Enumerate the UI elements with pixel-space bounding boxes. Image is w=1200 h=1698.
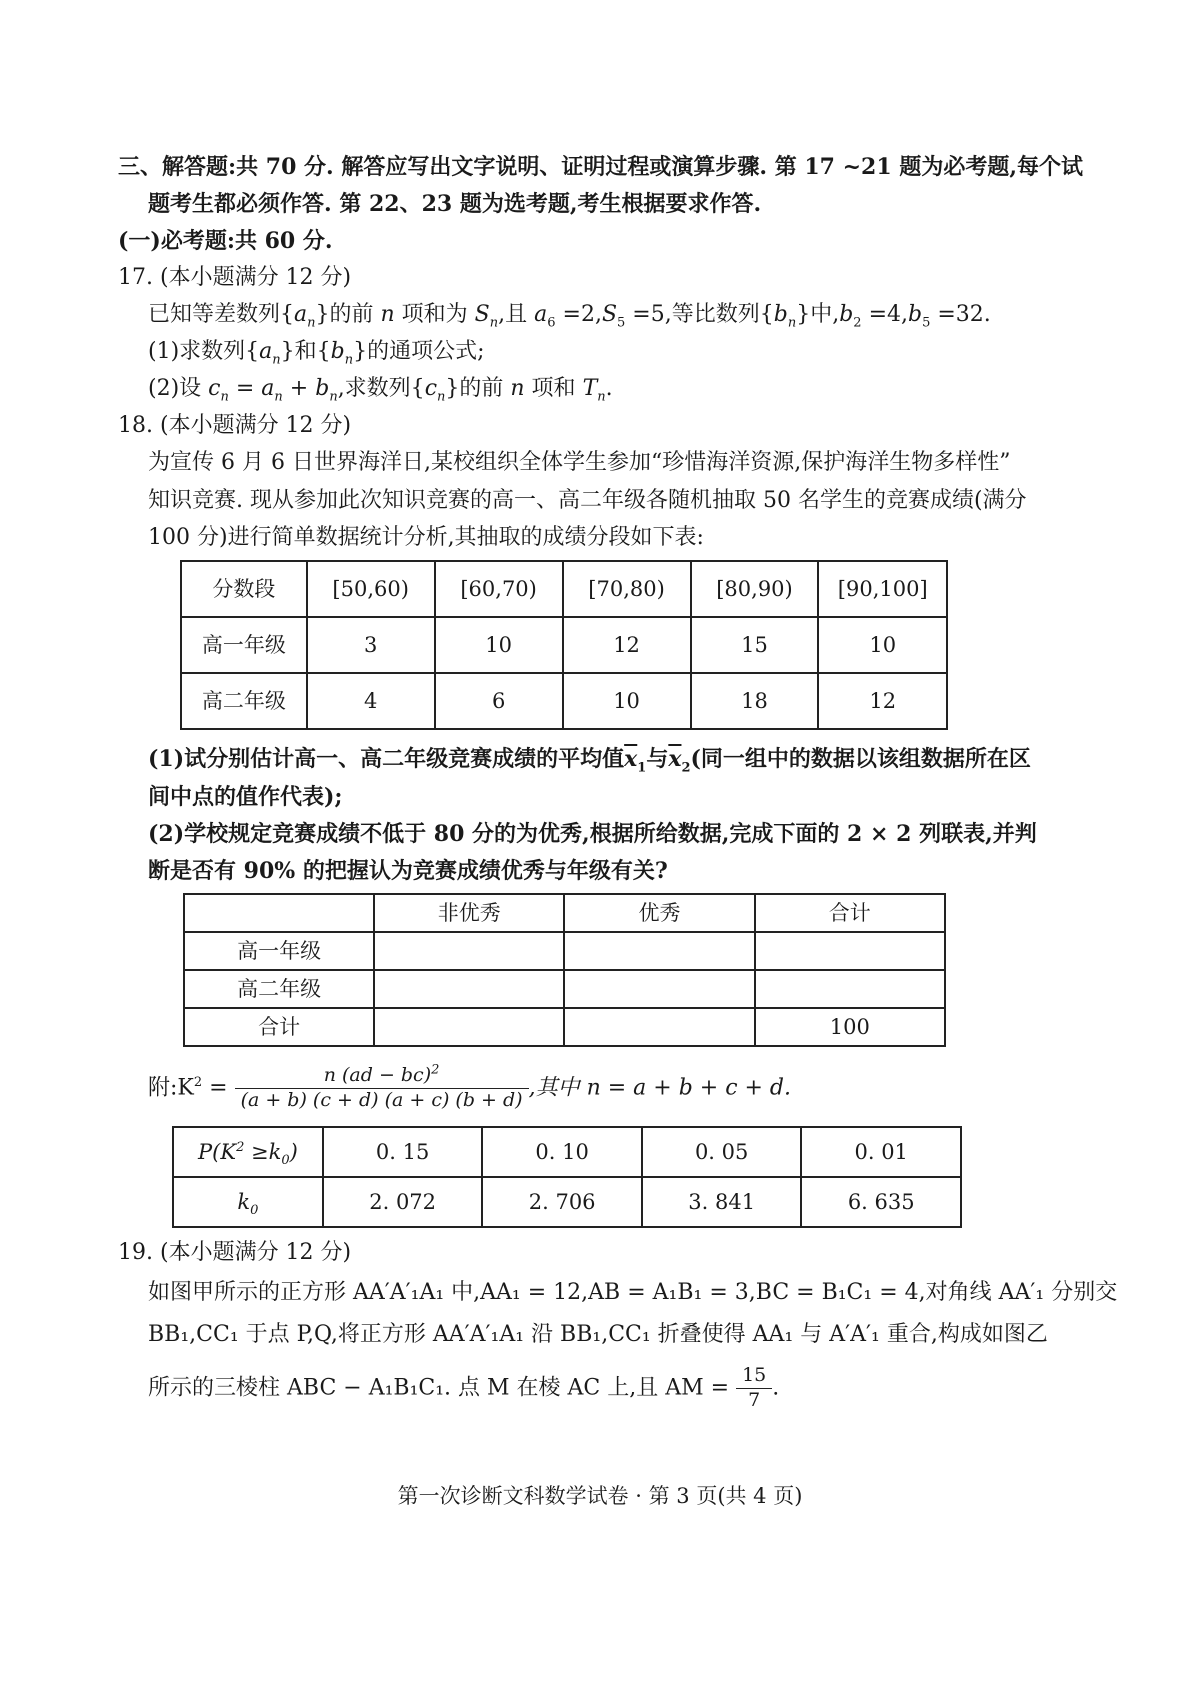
table-header-cell: $k_0$ xyxy=(173,1177,323,1227)
table-cell: 2. 706 xyxy=(482,1177,642,1227)
table-cell xyxy=(374,932,564,970)
contingency-table xyxy=(183,893,946,1047)
table-cell: 6. 635 xyxy=(801,1177,961,1227)
table-header-cell: [60,70) xyxy=(435,561,563,617)
table-cell xyxy=(564,1008,754,1046)
section-heading-line2: 题考生都必须作答. 第 22、23 题为选考题,考生根据要求作答. xyxy=(148,191,762,217)
table-header-cell: [70,80) xyxy=(563,561,691,617)
table-cell: 0. 05 xyxy=(642,1127,802,1177)
table-cell xyxy=(755,932,945,970)
table-cell: 10 xyxy=(818,617,947,673)
q18-title: 18. (本小题满分 12 分) xyxy=(118,413,352,438)
table-row xyxy=(181,561,947,617)
table-row xyxy=(173,1177,961,1227)
table-header-cell: $P(K^2 \ge k_0)$ xyxy=(173,1127,323,1177)
table-cell: 6 xyxy=(435,673,563,729)
q17-part2: (2)设 $c_n = a_n + b_n$,求数列$\{c_n\}$的前 n 项和 $T_n$. xyxy=(148,376,613,405)
table-cell: 12 xyxy=(818,673,947,729)
section-heading-line1: 三、解答题:共 70 分. 解答应写出文字说明、证明过程或演算步骤. 第 17 ~21 题为必考题,每个试 xyxy=(118,154,1083,180)
q19-line1: 如图甲所示的正方形 AA′A′₁A₁ 中,AA₁ = 12,AB = A₁B₁ = 3,BC = B₁C₁ = 4,对角线 AA′₁ 分别交 xyxy=(148,1280,1118,1305)
table-cell xyxy=(755,970,945,1008)
table-cell: 10 xyxy=(435,617,563,673)
score-distribution-table xyxy=(180,560,948,730)
q18-stem-line2: 知识竞赛. 现从参加此次知识竞赛的高一、高二年级各随机抽取 50 名学生的竞赛成绩(满分 xyxy=(148,488,1027,513)
table-cell: 高二年级 xyxy=(181,673,307,729)
table-cell: 12 xyxy=(563,617,691,673)
q17-part1: (1)求数列$\{a_n\}$和$\{b_n\}$的通项公式; xyxy=(148,339,485,368)
chi-square-formula: 附$:K^2$ = $\frac{n (ad - bc)^2}{(a + b) (c + d) (a + c) (b + d)}$ ,其中 n = a + b + c + d. xyxy=(148,1062,792,1111)
table-cell xyxy=(374,970,564,1008)
table-header-cell: 合计 xyxy=(755,894,945,932)
q19-fraction: $\frac{15}{7}$ xyxy=(736,1364,772,1413)
q18-stem-line1: 为宣传 6 月 6 日世界海洋日,某校组织全体学生参加“珍惜海洋资源,保护海洋生物多样性” xyxy=(148,450,1011,475)
table-row xyxy=(184,932,945,970)
q18-part1: (1)试分别估计高一、高二年级竞赛成绩的平均值$\overline{x}_1$与$\overline{x}_2$(同一组中的数据以该组数据所在区 xyxy=(148,746,1031,776)
q18-part1-cont: 间中点的值作代表); xyxy=(148,784,343,810)
table-cell xyxy=(564,932,754,970)
table-row xyxy=(184,894,945,932)
table-cell: 合计 xyxy=(184,1008,374,1046)
table-header-cell xyxy=(184,894,374,932)
q18-stem-line3: 100 分)进行简单数据统计分析,其抽取的成绩分段如下表: xyxy=(148,525,704,550)
table-cell: 0. 15 xyxy=(323,1127,483,1177)
table-cell: 4 xyxy=(307,673,435,729)
q19-line2: BB₁,CC₁ 于点 P,Q,将正方形 AA′A′₁A₁ 沿 BB₁,CC₁ 折叠使得 AA₁ 与 A′A′₁ 重合,构成如图乙 xyxy=(148,1322,1048,1347)
table-header-cell: [90,100] xyxy=(818,561,947,617)
table-cell: 0. 10 xyxy=(482,1127,642,1177)
table-cell: 高一年级 xyxy=(181,617,307,673)
q17-stem: 已知等差数列$\{a_n\}$的前 n 项和为 $S_n$,且 $a_6 =2,S_5 =5$,等比数列$\{b_n\}$中$,b_2 =4,b_5 =32$. xyxy=(148,302,991,331)
table-header-cell: 分数段 xyxy=(181,561,307,617)
table-header-cell: 非优秀 xyxy=(374,894,564,932)
table-cell: 3 xyxy=(307,617,435,673)
table-cell: 高一年级 xyxy=(184,932,374,970)
table-cell xyxy=(564,970,754,1008)
q19-title: 19. (本小题满分 12 分) xyxy=(118,1240,352,1265)
critical-value-table xyxy=(172,1126,962,1228)
table-cell: 0. 01 xyxy=(801,1127,961,1177)
table-cell: 15 xyxy=(691,617,819,673)
page-footer: 第一次诊断文科数学试卷 · 第 3 页(共 4 页) xyxy=(397,1484,803,1508)
table-cell: 10 xyxy=(563,673,691,729)
required-heading: (一)必考题:共 60 分. xyxy=(118,228,333,254)
table-cell: 100 xyxy=(755,1008,945,1046)
q17-title: 17. (本小题满分 12 分) xyxy=(118,265,352,290)
table-row xyxy=(181,617,947,673)
table-row xyxy=(184,970,945,1008)
formula-fraction: $\frac{n (ad - bc)^2}{(a + b) (c + d) (a + c) (b + d)}$ xyxy=(235,1064,529,1113)
table-header-cell: 优秀 xyxy=(564,894,754,932)
table-cell: 18 xyxy=(691,673,819,729)
table-header-cell: [50,60) xyxy=(307,561,435,617)
table-cell: 高二年级 xyxy=(184,970,374,1008)
table-cell: 2. 072 xyxy=(323,1177,483,1227)
table-row xyxy=(173,1127,961,1177)
q18-part2-cont: 断是否有 90% 的把握认为竞赛成绩优秀与年级有关? xyxy=(148,858,668,884)
q18-part2: (2)学校规定竞赛成绩不低于 80 分的为优秀,根据所给数据,完成下面的 2 × 2 列联表,并判 xyxy=(148,821,1037,847)
table-cell xyxy=(374,1008,564,1046)
q19-line3: 所示的三棱柱 ABC − A₁B₁C₁. 点 M 在棱 AC 上,且 AM = $\frac{15}{7}$ . xyxy=(148,1364,780,1411)
table-header-cell: [80,90) xyxy=(691,561,819,617)
table-cell: 3. 841 xyxy=(642,1177,802,1227)
table-row xyxy=(184,1008,945,1046)
table-row xyxy=(181,673,947,729)
